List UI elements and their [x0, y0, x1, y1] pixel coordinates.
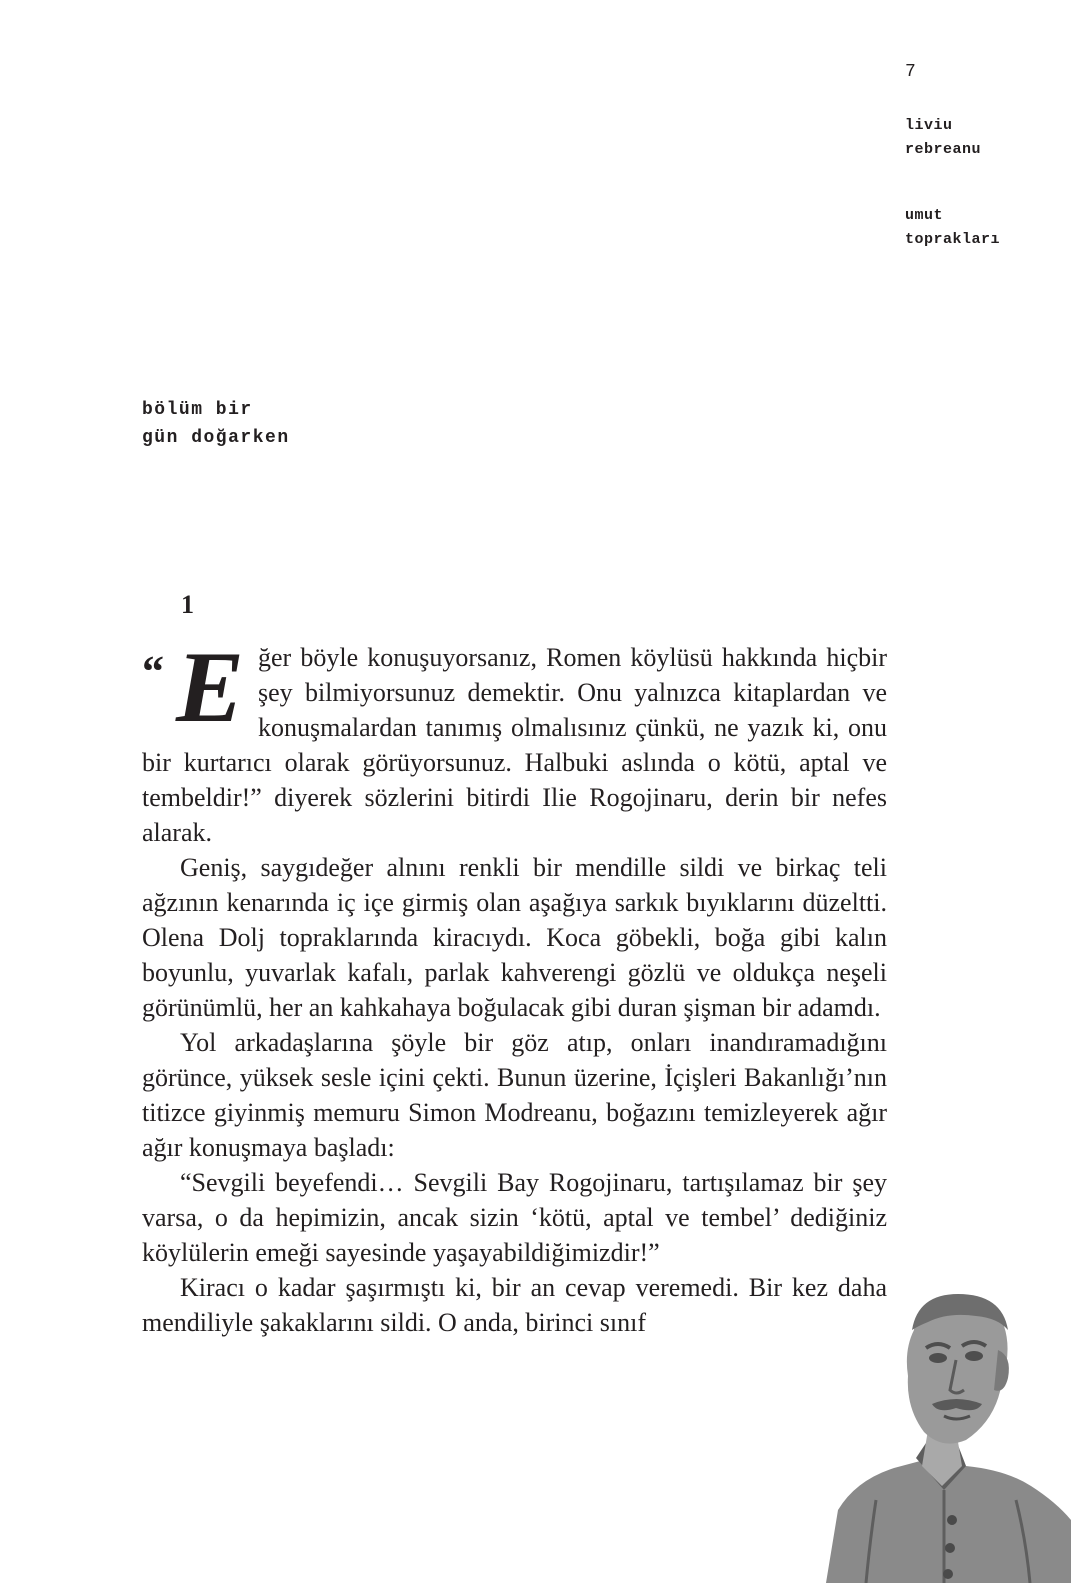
body-text — [142, 631, 887, 1340]
chapter-number: bölüm bir — [142, 400, 253, 420]
paragraph-text: ğer böyle konuşuyorsanız, Romen köylüsü hakkında hiçbir şey bilmiyorsunuz demektir. Onu yalnızca kitaplardan ve konuşmalardan tanımış olmalısınız çünkü, ne yazık ki, onu bir kurtarıcı olarak görüyorsunuz. Halbuki aslında o kötü, aptal ve tembeldir!” diyerek sözlerini bitirdi Ilie Rogojinaru, derin bir nefes alarak. — [142, 643, 887, 847]
section-number: 1 — [181, 590, 194, 619]
portrait-eye-right — [965, 1351, 983, 1361]
author-last-name: rebreanu — [905, 141, 982, 158]
paragraph: Geniş, saygıdeğer alnını renkli bir mendille sildi ve birkaç teli ağzının kenarında iç içe girmiş olan aşağıya sarkık bıyıklarını düzeltti. Olena Dolj topraklarında kiracıydı. Koca göbekli, boğa gibi kalın boyunlu, yuvarlak kafalı, parlak kahverengi gözlü ve oldukça neşeli görünümlü, her an kahkahaya boğulacak gibi duran şişman bir adamdı. — [142, 853, 887, 1022]
author-portrait-illustration — [816, 1290, 1071, 1583]
portrait-eye-left — [929, 1353, 947, 1363]
portrait-button — [943, 1569, 953, 1579]
book-title-line1: umut — [905, 207, 944, 224]
running-header — [905, 114, 1000, 252]
paragraph: “Sevgili beyefendi… Sevgili Bay Rogojinaru, tartışılamaz bir şey varsa, o da hepimizin, ancak sizin ‘kötü, aptal ve tembel’ dediğiniz köylülerin emeği sayesinde yaşayabildiğimizdir!” — [142, 1168, 887, 1267]
portrait-figure — [826, 1294, 1071, 1583]
portrait-button — [945, 1543, 955, 1553]
book-title-line2: toprakları — [905, 231, 1001, 248]
paragraph — [142, 631, 887, 850]
drop-cap-letter: E — [175, 631, 245, 744]
paragraph: Kiracı o kadar şaşırmıştı ki, bir an cevap veremedi. Bir kez daha mendiliyle şakaklarını sildi. O anda, birinci sınıf — [142, 1273, 887, 1337]
opening-quote-mark: “ — [142, 647, 164, 696]
chapter-heading — [142, 396, 290, 452]
chapter-title: gün doğarken — [142, 428, 290, 448]
paragraph: Yol arkadaşlarına şöyle bir göz atıp, onları inandıramadığını görünce, yüksek sesle içini çekti. Bunun üzerine, İçişleri Bakanlığı’nın titizce giyinmiş memuru Simon Modreanu, boğazını temizleyerek ağır ağır konuşmaya başladı: — [142, 1028, 887, 1162]
author-first-name: liviu — [905, 117, 953, 134]
page-number: 7 — [905, 62, 916, 82]
portrait-button — [947, 1515, 957, 1525]
